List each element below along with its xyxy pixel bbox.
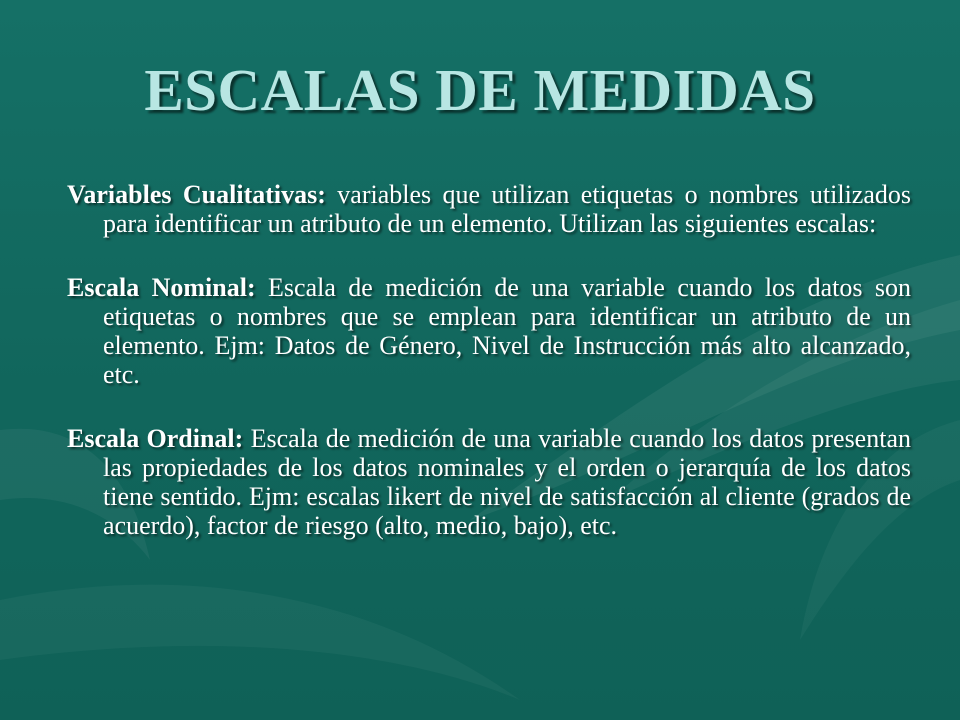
slide-title: ESCALAS DE MEDIDAS: [144, 57, 816, 123]
slide-body: [67, 180, 911, 575]
paragraph-escala-ordinal: [67, 424, 911, 540]
definition-escala-nominal: Escala de medición de una variable cuando los datos son etiquetas o nombres que se emplean para identificar un atributo de un elemento. Ejm: Datos de Género, Nivel de Instrucción más alto alcanzado, etc.: [103, 273, 911, 389]
definition-escala-ordinal: Escala de medición de una variable cuando los datos presentan las propiedades de los datos nominales y el orden o jerarquía de los datos tiene sentido. Ejm: escalas likert de nivel de satisfacción al cliente (grados de acuerdo), factor de riesgo (alto, medio, bajo), etc.: [103, 424, 911, 540]
paragraph-escala-nominal: [67, 273, 911, 389]
paragraph-variables-cualitativas: [67, 180, 911, 238]
definition-variables-cualitativas: variables que utilizan etiquetas o nombres utilizados para identificar un atributo de un elemento. Utilizan las siguientes escalas:: [103, 180, 911, 238]
term-variables-cualitativas: Variables Cualitativas:: [67, 180, 326, 209]
term-escala-ordinal: Escala Ordinal:: [67, 424, 244, 453]
term-escala-nominal: Escala Nominal:: [67, 273, 256, 302]
